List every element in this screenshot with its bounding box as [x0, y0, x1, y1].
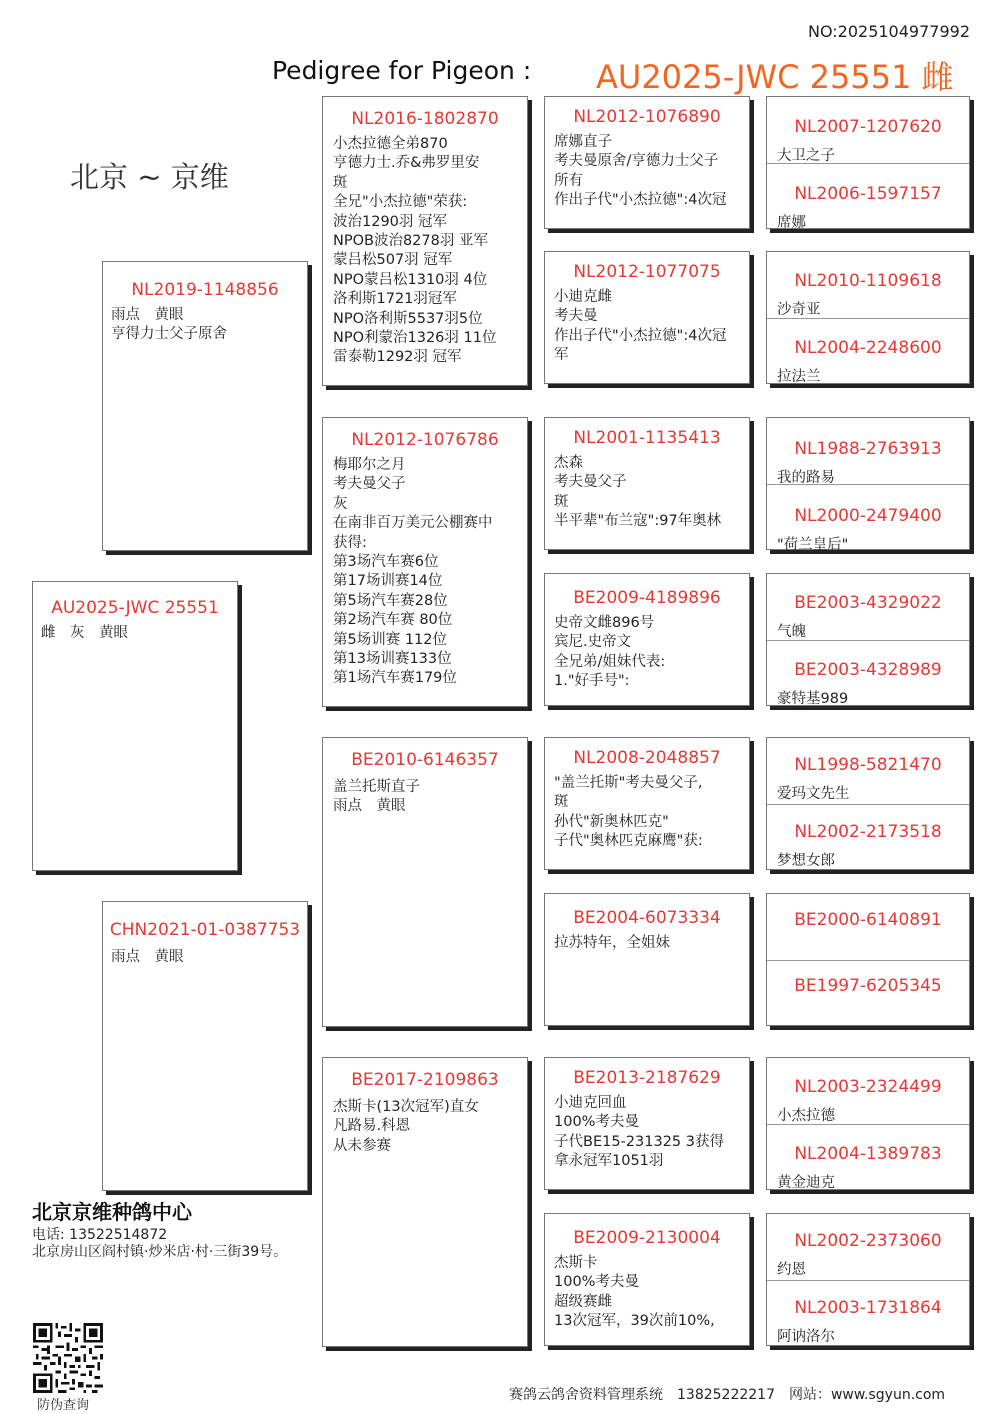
- great-grandparent-ring: BE2009-4189896: [573, 588, 721, 608]
- pedigree-line: 第1场汽车赛179位: [333, 670, 457, 687]
- pedigree-line: 盖兰托斯直子: [333, 779, 420, 795]
- pedigree-line: 全兄弟/姐妹代表:: [554, 653, 666, 670]
- dam-box: [102, 901, 308, 1191]
- pedigree-line: 考夫曼原舍/亨德力士父子: [554, 153, 719, 170]
- gen5-name: 约恩: [777, 1262, 806, 1278]
- gen5-name: 大卫之子: [777, 148, 835, 164]
- gen5-ring: BE2000-6140891: [794, 910, 942, 930]
- pedigree-line: 雨点 黄眼: [333, 798, 406, 815]
- gen5-ring: NL2004-2248600: [794, 338, 942, 358]
- gen5-ring: BE2003-4329022: [794, 593, 942, 613]
- gen5-name: 豪特基989: [777, 691, 849, 707]
- pedigree-line: 杰森: [554, 455, 583, 471]
- anti-counterfeit-query-label[interactable]: 防伪查询: [37, 1398, 90, 1413]
- gen5-ring: NL2007-1207620: [794, 117, 942, 137]
- gen5-name: "荷兰皇后": [777, 537, 849, 553]
- gen5-ring: NL2003-2324499: [794, 1077, 942, 1097]
- pedigree-line: 史帝文雌896号: [554, 615, 655, 631]
- grandparent-ring: NL2012-1076786: [351, 430, 499, 450]
- grandparent-box: [322, 737, 528, 1027]
- pedigree-line: 全兄"小杰拉德"荣获:: [333, 194, 468, 211]
- grandparent-box: [322, 1057, 528, 1347]
- contact-phone: 电话: 13522514872: [32, 1227, 168, 1243]
- gen5-ring: NL1998-5821470: [794, 755, 942, 775]
- pedigree-line: 从未参赛: [333, 1137, 391, 1154]
- dam-ring: CHN2021-01-0387753: [109, 920, 301, 940]
- pedigree-line: 作出子代"小杰拉德":4次冠: [554, 327, 727, 344]
- great-grandparent-box: [544, 251, 750, 384]
- pedigree-line: NPO利蒙治1326羽 11位: [333, 330, 497, 347]
- pedigree-line: NPO蒙吕松1310羽 4位: [333, 271, 488, 288]
- pedigree-line: "盖兰托斯"考夫曼父子,: [554, 775, 703, 791]
- gen5-name: 沙奇亚: [777, 302, 821, 318]
- sire-ring: NL2019-1148856: [131, 280, 279, 300]
- pedigree-line: 杰斯卡: [554, 1255, 598, 1271]
- pedigree-line: 考夫曼父子: [333, 476, 406, 493]
- gen5-pair-box: [766, 573, 970, 706]
- pedigree-line: 100%考夫曼: [554, 1274, 639, 1291]
- pedigree-line: 洛利斯1721羽冠军: [333, 291, 457, 308]
- gen5-name: 黄金迪克: [777, 1175, 835, 1191]
- gen5-name: 小杰拉德: [777, 1108, 835, 1124]
- document-number: NO:2025104977992: [807, 22, 970, 41]
- pedigree-line: 第3场汽车赛6位: [333, 554, 439, 571]
- pedigree-line: 宾尼.史帝文: [554, 634, 632, 651]
- gen5-ring: NL2000-2479400: [794, 506, 942, 526]
- pedigree-line: 子代BE15-231325 3获得: [554, 1133, 724, 1150]
- great-grandparent-box: [544, 893, 750, 1026]
- grandparent-box: [322, 417, 528, 707]
- pedigree-line: 小迪克回血: [554, 1095, 627, 1111]
- gen5-ring: NL2003-1731864: [794, 1298, 942, 1318]
- dam-line: 雨点 黄眼: [111, 949, 184, 965]
- pedigree-line: 波治1290羽 冠军: [333, 213, 448, 230]
- pedigree-line: 雷泰勒1292羽 冠军: [333, 349, 462, 366]
- subject-line: 雌 灰 黄眼: [41, 625, 128, 641]
- pedigree-line: 亨德力士.乔&弗罗里安: [333, 155, 480, 172]
- great-grandparent-ring: BE2004-6073334: [573, 908, 721, 928]
- great-grandparent-box: [544, 96, 750, 229]
- pedigree-line: 拉苏特年，全姐妹: [554, 935, 670, 951]
- pedigree-line: 灰: [333, 495, 348, 512]
- pedigree-line: 斑: [554, 794, 569, 811]
- pedigree-line: 第5场汽车赛28位: [333, 592, 448, 609]
- pedigree-line: 第5场训赛 112位: [333, 631, 448, 648]
- gen5-pair-box: [766, 417, 970, 553]
- gen5-name: 我的路易: [777, 470, 835, 486]
- pedigree-line: 子代"奥林匹克麻鹰"获:: [554, 833, 703, 850]
- contact-address: 北京房山区阎村镇·炒米店·村·三街39号。: [32, 1244, 288, 1260]
- subject-box: [32, 581, 238, 871]
- pedigree-line: 获得:: [333, 534, 367, 551]
- grandparent-ring: BE2017-2109863: [351, 1070, 499, 1090]
- great-grandparent-ring: BE2009-2130004: [573, 1228, 721, 1248]
- pedigree-line: 杰斯卡(13次冠军)直女: [333, 1099, 479, 1115]
- gen5-pair-box: [766, 1213, 970, 1346]
- sire-line: 亨得力士父子原舍: [111, 326, 227, 343]
- gen5-ring: NL1988-2763913: [794, 439, 942, 459]
- gen5-pair-box: [766, 893, 970, 1026]
- pedigree-line: 13次冠军，39次前10%,: [554, 1313, 715, 1330]
- gen5-name: 气魄: [777, 624, 806, 640]
- pedigree-line: NPOB波治8278羽 亚军: [333, 233, 488, 250]
- grandparent-ring: NL2016-1802870: [351, 109, 499, 129]
- pedigree-line: 第17场训赛14位: [333, 573, 443, 590]
- pedigree-line: 所有: [554, 172, 583, 189]
- gen5-ring: BE2003-4328989: [794, 660, 942, 680]
- pedigree-line: 半平辈"布兰寇":97年奥林: [554, 513, 722, 530]
- great-grandparent-ring: NL2012-1077075: [573, 262, 721, 282]
- pedigree-line: 斑: [554, 493, 569, 510]
- grandparent-ring: BE2010-6146357: [351, 750, 499, 770]
- sire-line: 雨点 黄眼: [111, 307, 184, 323]
- gen5-ring: NL2004-1389783: [794, 1144, 942, 1164]
- pedigree-line: 拿永冠军1051羽: [554, 1153, 664, 1170]
- page-title: Pedigree for Pigeon :: [272, 56, 532, 85]
- pedigree-line: 超级赛雌: [554, 1293, 612, 1310]
- pedigree-line: 100%考夫曼: [554, 1114, 639, 1131]
- gen5-name: 梦想女郎: [777, 853, 835, 869]
- gen5-ring: NL2006-1597157: [794, 184, 942, 204]
- great-grandparent-ring: BE2013-2187629: [573, 1068, 721, 1088]
- gen5-ring: NL2002-2373060: [794, 1231, 942, 1251]
- great-grandparent-ring: NL2012-1076890: [573, 107, 721, 127]
- pedigree-line: 军: [554, 347, 569, 364]
- pedigree-line: 第13场训赛133位: [333, 651, 452, 668]
- pigeon-ring-title: AU2025-JWC 25551 雌: [596, 58, 954, 96]
- pedigree-line: 凡路易.科恩: [333, 1118, 411, 1135]
- great-grandparent-ring: NL2001-1135413: [573, 428, 721, 448]
- gen5-pair-box: [766, 251, 970, 384]
- pedigree-line: 小杰拉德全弟870: [333, 136, 448, 152]
- gen5-pair-box: [766, 1057, 970, 1190]
- great-grandparent-box: [544, 417, 750, 550]
- gen5-ring: BE1997-6205345: [794, 976, 942, 996]
- grandparent-box: [322, 96, 528, 386]
- pedigree-line: 在南非百万美元公棚赛中: [333, 515, 493, 532]
- gen5-pair-box: [766, 737, 970, 870]
- gen5-name: 爱玛文先生: [777, 786, 850, 802]
- gen5-ring: NL2002-2173518: [794, 822, 942, 842]
- great-grandparent-box: [544, 1213, 750, 1346]
- gen5-ring: NL2010-1109618: [794, 271, 942, 291]
- pedigree-line: 考夫曼父子: [554, 474, 627, 491]
- sire-box: [102, 261, 308, 551]
- footer-system-info: 赛鸽云鸽舍资料管理系统 13825222217 网站：www.sgyun.com: [509, 1387, 946, 1403]
- pedigree-line: 小迪克雌: [554, 289, 612, 305]
- loft-name: 北京 ~ 京维: [70, 160, 229, 194]
- pedigree-line: 考夫曼: [554, 308, 598, 325]
- breeding-center-name: 北京京维种鸽中心: [32, 1200, 192, 1224]
- gen5-name: 席娜: [777, 215, 806, 231]
- pedigree-line: 蒙吕松507羽 冠军: [333, 252, 453, 269]
- pedigree-line: 梅耶尔之月: [333, 457, 406, 473]
- pedigree-line: NPO洛利斯5537羽5位: [333, 310, 483, 327]
- gen5-name: 拉法兰: [777, 369, 821, 385]
- pedigree-line: 斑: [333, 174, 348, 191]
- gen5-pair-box: [766, 96, 970, 229]
- great-grandparent-box: [544, 573, 750, 706]
- qr-code-icon[interactable]: [33, 1323, 103, 1393]
- pedigree-line: 1."好手号":: [554, 673, 630, 690]
- subject-ring: AU2025-JWC 25551: [51, 598, 219, 618]
- great-grandparent-ring: NL2008-2048857: [573, 748, 721, 768]
- pedigree-line: 第2场汽车赛 80位: [333, 612, 453, 629]
- gen5-name: 阿讷洛尔: [777, 1329, 835, 1345]
- pedigree-line: 席娜直子: [554, 134, 612, 150]
- pedigree-line: 孙代"新奥林匹克": [554, 813, 669, 830]
- great-grandparent-box: [544, 1057, 750, 1190]
- great-grandparent-box: [544, 737, 750, 870]
- pedigree-line: 作出子代"小杰拉德":4次冠: [554, 192, 727, 209]
